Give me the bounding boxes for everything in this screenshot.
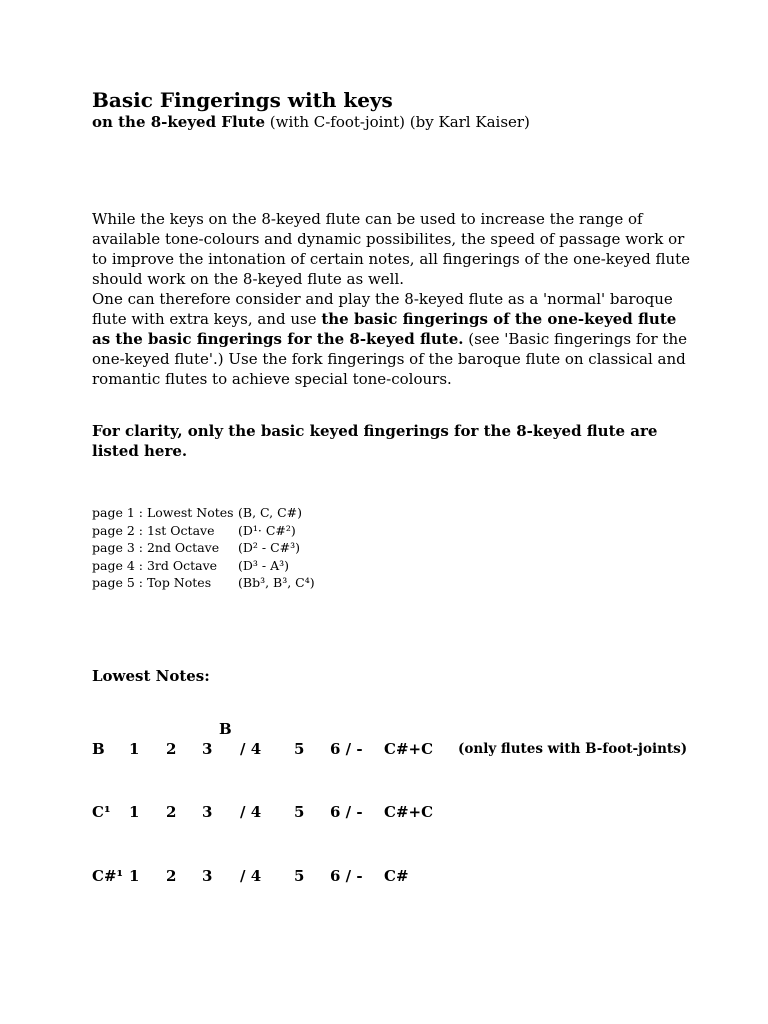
toc-range: (D¹· C#²) [238, 522, 296, 538]
hole-6: 6 / - [330, 867, 363, 885]
toc-row [92, 522, 315, 540]
hole-6: 6 / - [330, 740, 363, 758]
intro-text [92, 209, 692, 389]
toc-label: page 2 : 1st Octave [92, 522, 215, 538]
hole-6: 6 / - [330, 803, 363, 821]
hole-5: 5 [294, 867, 305, 885]
hole-1: 1 [129, 867, 140, 885]
remark: (only flutes with B-foot-joints) [458, 741, 688, 757]
b-key-marker: B [219, 720, 232, 738]
hole-3: 3 [202, 867, 213, 885]
intro-p2-b: (see 'Basic fingerings for the one-keyed flute'.) Use the fork fingerings of the baroque flute on classical and romantic flutes to achieve special tone-colours. [92, 330, 687, 388]
hole-2: 2 [166, 803, 177, 821]
hole-1: 1 [129, 803, 140, 821]
hole-4: / 4 [240, 867, 262, 885]
hole-2: 2 [166, 740, 177, 758]
fingering-row-c1 [92, 803, 732, 825]
keys: C# [384, 867, 409, 885]
page-index [92, 504, 315, 592]
fingering-row-b [92, 740, 732, 762]
intro-paragraph-1: While the keys on the 8-keyed flute can be used to increase the range of available tone-colours and dynamic possibilites, the speed of passage work or to improve the intonation of certain notes, all fingerings of the one-keyed flute should work on the 8-keyed flute as well. [92, 210, 691, 288]
toc-label: page 4 : 3rd Octave [92, 557, 218, 573]
toc-range: (B, C, C#) [238, 505, 302, 520]
clarity-note: For clarity, only the basic keyed fingerings for the 8-keyed flute are listed here. [92, 422, 658, 460]
note-name: C#¹ [92, 867, 124, 885]
fingering-row-csharp1 [92, 867, 732, 889]
hole-3: 3 [202, 803, 213, 821]
toc-label: page 5 : Top Notes [92, 575, 212, 590]
hole-1: 1 [129, 740, 140, 758]
toc-row [92, 504, 315, 522]
toc-range: (D³ - A³) [238, 557, 289, 573]
toc-label: page 1 : Lowest Notes [92, 505, 234, 520]
intro-p2-bold: the basic fingerings of the one-keyed flute as the basic fingerings for the 8-keyed flute. [92, 310, 677, 348]
toc-row [92, 557, 315, 575]
hole-4: / 4 [240, 803, 262, 821]
hole-5: 5 [294, 803, 305, 821]
intro-p2-a: One can therefore consider and play the 8-keyed flute as a 'normal' baroque flute with extra keys, and use [92, 290, 673, 328]
subtitle-rest: (with C-foot-joint) (by Karl Kaiser) [265, 113, 530, 131]
note-name: B [92, 740, 105, 758]
toc-range: (D² - C#³) [238, 540, 301, 555]
toc-row [92, 539, 315, 557]
toc-row [92, 574, 315, 592]
intro-paragraph-2 [92, 289, 692, 389]
keys: C#+C [384, 803, 434, 821]
hole-4: / 4 [240, 740, 262, 758]
toc-range: (Bb³, B³, C⁴) [238, 575, 315, 590]
note-name: C¹ [92, 803, 111, 821]
subtitle-bold: on the 8-keyed Flute [92, 113, 266, 131]
keys: C#+C [384, 740, 434, 758]
hole-2: 2 [166, 867, 177, 885]
section-title-lowest-notes: Lowest Notes: [92, 667, 210, 685]
page-subtitle [92, 113, 530, 131]
page-title: Basic Fingerings with keys [92, 88, 393, 112]
hole-3: 3 [202, 740, 213, 758]
toc-label: page 3 : 2nd Octave [92, 540, 220, 555]
hole-5: 5 [294, 740, 305, 758]
